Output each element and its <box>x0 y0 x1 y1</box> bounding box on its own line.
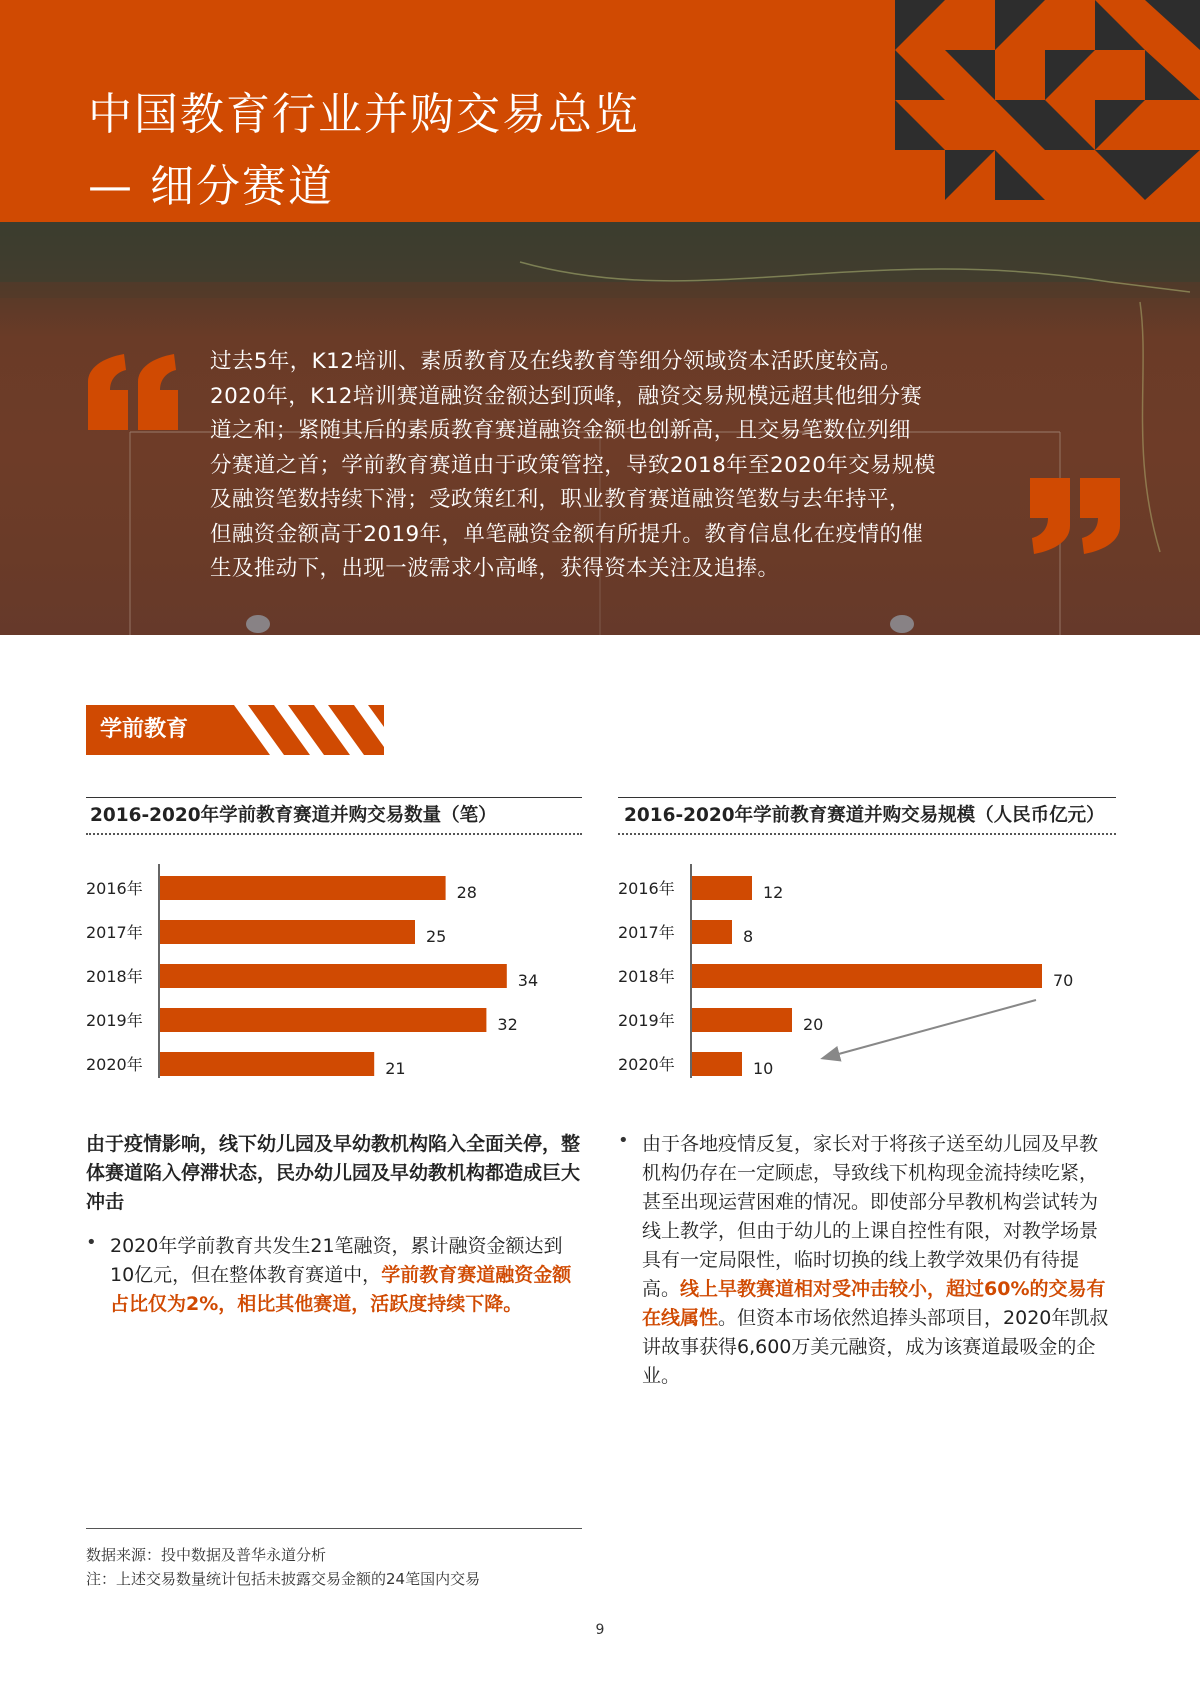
bar <box>160 1008 486 1032</box>
data-label: 21 <box>385 1059 406 1078</box>
chart2-dotted-rule <box>618 833 1116 835</box>
chart1-dotted-rule <box>86 833 582 835</box>
data-label: 25 <box>426 927 447 946</box>
category-label: 2019年 <box>618 1011 675 1030</box>
left-bullet-text <box>110 1232 586 1319</box>
left-bullet-highlight: 学前教育赛道融资金额占比仅为2%，相比其他赛道，活跃度持续下降。 <box>110 1264 572 1315</box>
page-number: 9 <box>595 1622 605 1638</box>
quote-line: 及融资笔数持续下滑；受政策红利，职业教育赛道融资笔数与去年持平， <box>210 487 911 512</box>
data-label: 34 <box>517 971 539 990</box>
footnote: 注：上述交易数量统计包括未披露交易金额的24笔国内交易 <box>86 1570 481 1588</box>
quote-line: 2020年，K12培训赛道融资金额达到顶峰，融资交易规模远超其他细分赛 <box>210 383 923 409</box>
category-label: 2016年 <box>618 879 675 898</box>
section-stripes <box>234 705 384 755</box>
annotation-arrow <box>824 1000 1036 1058</box>
open-quote-icon <box>88 352 180 432</box>
data-label: 8 <box>743 927 754 946</box>
chart2-title: 2016-2020年学前教育赛道并购交易规模（人民币亿元） <box>624 805 1105 826</box>
footer-rule <box>86 1528 582 1529</box>
right-bullet-text <box>642 1130 1116 1391</box>
category-label: 2019年 <box>86 1011 143 1030</box>
right-bullet-highlight: 线上早教赛道相对受冲击较小，超过60%的交易有在线属性 <box>642 1278 1106 1329</box>
chart2-top-rule <box>618 797 1116 798</box>
close-quote-icon <box>1030 478 1122 558</box>
right-bullet <box>618 1130 1116 1391</box>
left-bullet-plain: 2020年学前教育共发生21笔融资，累计融资金额达到10亿元，但在整体教育赛道中， <box>110 1235 563 1286</box>
bar <box>160 1052 374 1076</box>
chart1-plot <box>80 858 580 1078</box>
data-label: 20 <box>803 1015 824 1034</box>
bullet-icon: • <box>86 1232 97 1253</box>
chart2-plot <box>612 858 1112 1078</box>
bar <box>692 876 752 900</box>
category-label: 2018年 <box>86 967 143 986</box>
source-note: 数据来源：投中数据及普华永道分析 <box>86 1546 327 1564</box>
page-title: 中国教育行业并购交易总览 <box>88 89 640 140</box>
bar <box>692 964 1042 988</box>
chart1-title: 2016-2020年学前教育赛道并购交易数量（笔） <box>90 805 497 826</box>
category-label: 2020年 <box>86 1055 143 1074</box>
bar <box>160 964 507 988</box>
section-label: 学前教育 <box>86 705 234 755</box>
category-label: 2016年 <box>86 879 143 898</box>
data-label: 10 <box>753 1059 774 1078</box>
page-subtitle: — 细分赛道 <box>88 161 334 212</box>
bar <box>692 1008 792 1032</box>
data-label: 70 <box>1053 971 1074 990</box>
category-label: 2017年 <box>618 923 675 942</box>
left-bullet <box>86 1232 586 1319</box>
quote-line: 生及推动下，出现一波需求小高峰，获得资本关注及追捧。 <box>210 556 780 581</box>
category-label: 2018年 <box>618 967 675 986</box>
right-bullet-plain-2: 。但资本市场依然追捧头部项目，2020年凯叔讲故事获得6,600万美元融资，成为该赛道最吸金的企业。 <box>642 1307 1109 1387</box>
category-label: 2020年 <box>618 1055 675 1074</box>
quote-line: 分赛道之首；学前教育赛道由于政策管控，导致2018年至2020年交易规模 <box>210 452 936 478</box>
quote-line: 道之和；紧随其后的素质教育赛道融资金额也创新高，且交易笔数位列细 <box>210 418 911 443</box>
quote-line: 但融资金额高于2019年，单笔融资金额有所提升。教育信息化在疫情的催 <box>210 521 924 547</box>
chart1-top-rule <box>86 797 582 798</box>
data-label: 32 <box>497 1015 518 1034</box>
left-lead-paragraph: 由于疫情影响，线下幼儿园及早幼教机构陷入全面关停，整体赛道陷入停滞状态，民办幼儿园及早幼教机构都造成巨大冲击 <box>86 1133 581 1213</box>
bar <box>160 920 415 944</box>
data-label: 12 <box>763 883 784 902</box>
data-label: 28 <box>456 883 477 902</box>
category-label: 2017年 <box>86 923 143 942</box>
bullet-icon: • <box>618 1130 629 1151</box>
bar <box>160 876 446 900</box>
right-bullet-plain-1: 由于各地疫情反复，家长对于将孩子送至幼儿园及早教机构仍存在一定顾虑，导致线下机构现金流持续吃紧，甚至出现运营困难的情况。即使部分早教机构尝试转为线上教学，但由于幼儿的上课自控性有限，对教学场景具有一定局限性，临时切换的线上教学效果仍有待提高。 <box>642 1133 1099 1300</box>
quote-paragraph <box>210 345 1010 587</box>
bar <box>692 920 732 944</box>
quote-line: 过去5年，K12培训、素质教育及在线教育等细分领域资本活跃度较高。 <box>210 349 902 374</box>
bar <box>692 1052 742 1076</box>
